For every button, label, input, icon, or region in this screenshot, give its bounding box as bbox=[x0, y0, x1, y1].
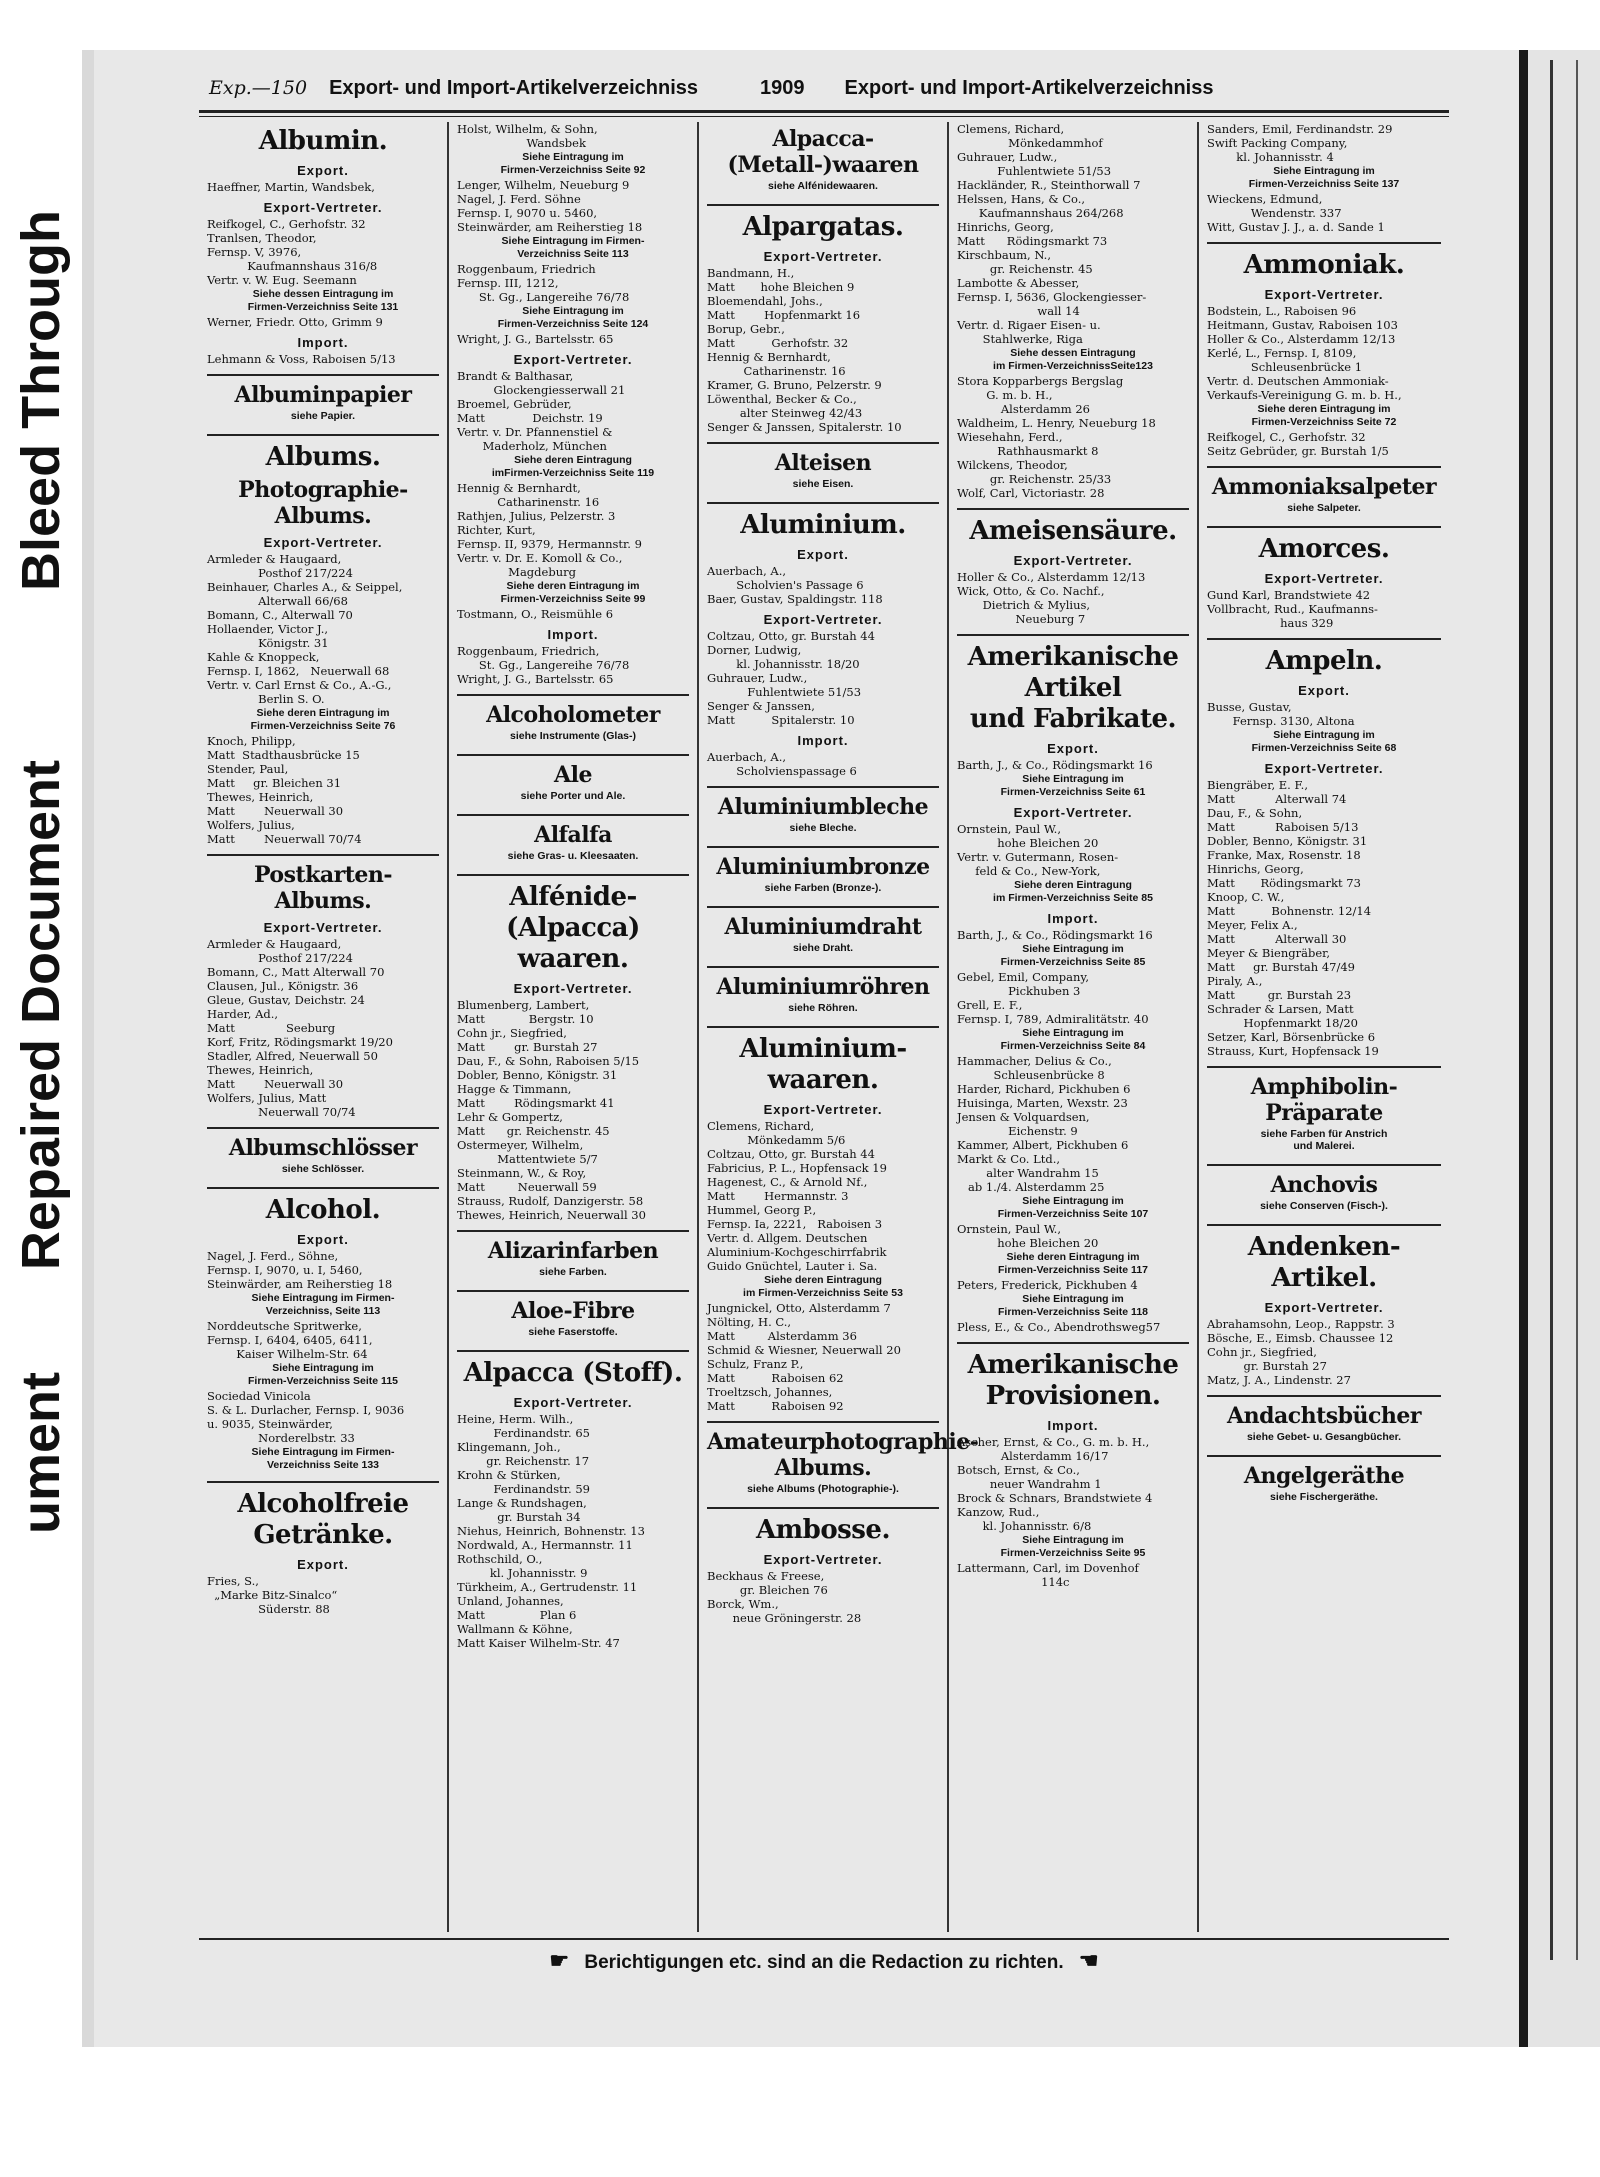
category-heading: Alpacca (Stoff). bbox=[463, 1358, 683, 1388]
cross-reference: siehe Fischergeräthe. bbox=[1270, 1491, 1378, 1503]
section-subheading: Export-Vertreter. bbox=[1264, 571, 1384, 586]
category-heading: Alteisen bbox=[774, 450, 872, 476]
firm-entries: Gebel, Emil, Company, Pickhuben 3 Grell, E. F., Fernsp. I, 789, Admiralitätstr. 40 bbox=[957, 970, 1149, 1026]
section-subheading: Export-Vertreter. bbox=[513, 1395, 633, 1410]
section-subheading: Export-Vertreter. bbox=[1013, 805, 1133, 820]
category-block bbox=[1207, 1403, 1441, 1457]
registry-note: Siehe dessen Eintragung im Firmen-VerzeichnissSeite123 bbox=[993, 347, 1153, 372]
pointing-hand-right-icon: ☚ bbox=[1078, 1948, 1099, 1973]
page-header bbox=[209, 70, 1409, 106]
firm-entries: Bodstein, L., Raboisen 96 Heitmann, Gustav, Raboisen 103 Holler & Co., Alsterdamm 12/13 Kerlé, L., Fernsp. I, 8109, Schleusenbrücke 1 Vertr. d. Deutschen Ammoniak- Verkaufs-Vereinigung G. m. b. H., bbox=[1207, 304, 1402, 402]
firm-entries: Lenger, Wilhelm, Neueburg 9 Nagel, J. Ferd. Söhne Fernsp. I, 9070 u. 5460, Steinwärder, am Reiherstieg 18 bbox=[457, 178, 643, 234]
sidebar-bleed-through-label: Bleed Through bbox=[11, 210, 71, 591]
category-heading: Aluminiumbronze bbox=[716, 854, 930, 880]
section-subheading: Export. bbox=[1298, 683, 1350, 698]
firm-entries: Gund Karl, Brandstwiete 42 Vollbracht, Rud., Kaufmanns- haus 329 bbox=[1207, 588, 1378, 630]
firm-entries: Wright, J. G., Bartelsstr. 65 bbox=[457, 332, 614, 346]
category-heading: Albumin. bbox=[258, 126, 388, 156]
firm-entries: Coltzau, Otto, gr. Burstah 44 Dorner, Ludwig, kl. Johannisstr. 18/20 Guhrauer, Ludw., Fuhlentwiete 51/53 Senger & Janssen, Matt Spitalerstr. 10 bbox=[707, 629, 875, 727]
category-block bbox=[707, 1515, 939, 1633]
category-heading: Alizarinfarben bbox=[487, 1238, 659, 1264]
category-heading: Andachtsbücher bbox=[1227, 1403, 1421, 1429]
category-block bbox=[207, 862, 439, 1129]
firm-entries: Hammacher, Delius & Co., Schleusenbrücke 8 Harder, Richard, Pickhuben 6 Huisinga, Marten, Wexstr. 23 Jensen & Volquardsen, Eichenstr. 9 Kammer, Albert, Pickhuben 6 Markt & Co. Ltd., alter Wandrahm 15 ab 1./4. Alsterdamm 25 bbox=[957, 1054, 1131, 1194]
column bbox=[449, 122, 699, 1932]
registry-note: Siehe deren Eintragung im Firmen-Verzeichniss Seite 85 bbox=[993, 879, 1153, 904]
registry-note: Siehe deren Eintragung im Firmen-Verzeichniss Seite 99 bbox=[500, 580, 646, 605]
category-heading: Albums. bbox=[265, 442, 381, 472]
registry-note: Siehe deren Eintragung imFirmen-Verzeichniss Seite 119 bbox=[491, 454, 655, 479]
section-subheading: Import. bbox=[1047, 1418, 1099, 1433]
section-subheading: Export-Vertreter. bbox=[263, 200, 383, 215]
header-title-left: Export- und Import-Artikelverzeichniss bbox=[329, 76, 699, 99]
firm-entries: Holler & Co., Alsterdamm 12/13 Wick, Otto, & Co. Nachf., Dietrich & Mylius, Neueburg 7 bbox=[957, 570, 1146, 626]
category-block bbox=[1207, 534, 1441, 640]
section-subheading: Export-Vertreter. bbox=[263, 535, 383, 550]
firm-entries: Ornstein, Paul W., hohe Bleichen 20 Vertr. v. Gutermann, Rosen- feld & Co., New-York, bbox=[957, 822, 1119, 878]
registry-note: Siehe deren Eintragung im Firmen-Verzeichniss Seite 53 bbox=[743, 1274, 903, 1299]
section-subheading: Export-Vertreter. bbox=[513, 352, 633, 367]
category-block bbox=[1207, 1074, 1441, 1166]
section-subheading: Export-Vertreter. bbox=[763, 1552, 883, 1567]
firm-entries: Abrahamsohn, Leop., Rappstr. 3 Bösche, E., Eimsb. Chaussee 12 Cohn jr., Siegfried, gr. Burstah 27 Matz, J. A., Lindenstr. 27 bbox=[1207, 1317, 1395, 1387]
category-heading: Aloe-Fibre bbox=[511, 1298, 635, 1324]
category-heading: Ammoniaksalpeter bbox=[1211, 474, 1437, 500]
registry-note: Siehe deren Eintragung im Firmen-Verzeichniss Seite 72 bbox=[1251, 403, 1397, 428]
firm-entries: Lehmann & Voss, Raboisen 5/13 bbox=[207, 352, 396, 366]
category-block bbox=[207, 1195, 439, 1483]
firm-entries: Barth, J., & Co., Rödingsmarkt 16 bbox=[957, 758, 1153, 772]
category-heading: Ampeln. bbox=[1265, 646, 1383, 676]
firm-entries: Stora Kopparbergs Bergslag G. m. b. H., Alsterdamm 26 Waldheim, L. Henry, Neueburg 18 Wiesehahn, Ferd., Rathhausmarkt 8 Wilckens, Theodor, gr. Reichenstr. 25/33 Wolf, Carl, Victoriastr. 28 bbox=[957, 374, 1156, 500]
category-block bbox=[457, 762, 689, 816]
section-subheading: Import. bbox=[297, 335, 349, 350]
category-block bbox=[707, 126, 939, 206]
category-block bbox=[707, 1034, 939, 1423]
registry-note: Siehe Eintragung im Firmen-Verzeichniss Seite 115 bbox=[248, 1362, 398, 1387]
cross-reference: siehe Salpeter. bbox=[1287, 502, 1361, 514]
sidebar-repaired-document-label: Repaired Document bbox=[11, 760, 71, 1271]
firm-entries: Auerbach, A., Scholvienspassage 6 bbox=[707, 750, 857, 778]
category-block bbox=[457, 1238, 689, 1292]
firm-entries: Brandt & Balthasar, Glockengiesserwall 21 Broemel, Gebrüder, Matt Deichstr. 19 Vertr. v. Dr. Pfannenstiel & Maderholz, München bbox=[457, 369, 626, 453]
page-number: Exp.—150 bbox=[209, 77, 308, 99]
firm-entries: Haeffner, Martin, Wandsbek, bbox=[207, 180, 375, 194]
column bbox=[949, 122, 1199, 1932]
firm-entries: Sanders, Emil, Ferdinandstr. 29 Swift Packing Company, kl. Johannisstr. 4 bbox=[1207, 122, 1393, 164]
category-block bbox=[707, 974, 939, 1028]
firm-entries: Hennig & Bernhardt, Catharinenstr. 16 Rathjen, Julius, Pelzerstr. 3 Richter, Kurt, Fernsp. II, 9379, Hermannstr. 9 Vertr. v. Dr. E. Komoll & Co., Magdeburg bbox=[457, 481, 642, 579]
category-heading: Albumschlösser bbox=[228, 1135, 418, 1161]
cross-reference: siehe Farben. bbox=[539, 1266, 607, 1278]
category-block bbox=[1207, 122, 1441, 244]
section-subheading: Export-Vertreter. bbox=[263, 920, 383, 935]
category-heading: Alcohol. bbox=[265, 1195, 381, 1225]
category-block bbox=[707, 450, 939, 504]
category-heading: Amerikanische Artikel und Fabrikate. bbox=[967, 642, 1179, 734]
registry-note: Siehe Eintragung im Firmen-Verzeichniss Seite 95 bbox=[1000, 1534, 1146, 1559]
category-heading: Albuminpapier bbox=[234, 382, 412, 408]
cross-reference: siehe Conserven (Fisch-). bbox=[1260, 1200, 1388, 1212]
registry-note: Siehe deren Eintragung im Firmen-Verzeichniss Seite 117 bbox=[998, 1251, 1148, 1276]
registry-note: Siehe Eintragung im Firmen- Verzeichniss, Seite 113 bbox=[251, 1292, 395, 1317]
category-heading: Aluminium- waaren. bbox=[739, 1034, 907, 1095]
registry-note: Siehe Eintragung im Firmen-Verzeichniss Seite 85 bbox=[1000, 943, 1146, 968]
category-heading: Alcoholfreie Getränke. bbox=[237, 1489, 409, 1550]
category-block bbox=[457, 1298, 689, 1352]
category-heading: Amphibolin-Präparate bbox=[1250, 1074, 1398, 1126]
registry-note: Siehe Eintragung im Firmen-Verzeichniss Seite 107 bbox=[997, 1195, 1149, 1220]
category-heading: Aluminiumbleche bbox=[717, 794, 929, 820]
sidebar-document-label: ument bbox=[11, 1372, 71, 1534]
cross-reference: siehe Instrumente (Glas-) bbox=[509, 730, 637, 742]
firm-entries: Reifkogel, C., Gerhofstr. 32 Seitz Gebrüder, gr. Burstah 1/5 bbox=[1207, 430, 1389, 458]
category-heading: Aluminiumdraht bbox=[724, 914, 922, 940]
firm-entries: Pless, E., & Co., Abendrothsweg57 bbox=[957, 1320, 1161, 1334]
cross-reference: siehe Röhren. bbox=[788, 1002, 858, 1014]
cross-reference: siehe Farben (Bronze-). bbox=[764, 882, 882, 894]
cross-reference: siehe Draht. bbox=[792, 942, 854, 954]
cross-reference: siehe Faserstoffe. bbox=[528, 1326, 618, 1338]
firm-entries: Norddeutsche Spritwerke, Fernsp. I, 6404, 6405, 6411, Kaiser Wilhelm-Str. 64 bbox=[207, 1319, 373, 1361]
firm-entries: Reifkogel, C., Gerhofstr. 32 Tranlsen, Theodor, Fernsp. V, 3976, Kaufmannshaus 316/8 Vertr. v. W. Eug. Seemann bbox=[207, 217, 378, 287]
section-subheading: Export. bbox=[297, 1232, 349, 1247]
page-edge-line bbox=[1576, 60, 1578, 1960]
category-block bbox=[207, 1489, 439, 1624]
category-heading: Alfénide- (Alpacca) waaren. bbox=[506, 882, 640, 974]
category-heading: Alcoholometer bbox=[486, 702, 660, 728]
category-block bbox=[707, 794, 939, 848]
registry-note: Siehe Eintragung im Firmen- Verzeichniss Seite 133 bbox=[251, 1446, 395, 1471]
cross-reference: siehe Alfénidewaaren. bbox=[768, 180, 878, 192]
columns-container bbox=[199, 122, 1449, 1932]
category-block bbox=[207, 126, 439, 376]
category-block bbox=[207, 382, 439, 436]
category-heading: Alpargatas. bbox=[742, 212, 904, 242]
cross-reference: siehe Gras- u. Kleesaaten. bbox=[507, 850, 639, 862]
page bbox=[82, 50, 1519, 2047]
category-heading: Ameisensäure. bbox=[969, 516, 1177, 546]
section-subheading: Export-Vertreter. bbox=[763, 1102, 883, 1117]
firm-entries: Jungnickel, Otto, Alsterdamm 7 Nölting, H. C., Matt Alsterdamm 36 Schmid & Wiesner, Neuerwall 20 Schulz, Franz P., Matt Raboisen 62 Troeltzsch, Johannes, Matt Raboisen 92 bbox=[707, 1301, 901, 1413]
registry-note: Siehe deren Eintragung im Firmen-Verzeichniss Seite 76 bbox=[250, 707, 396, 732]
firm-entries: Armleder & Haugaard, Posthof 217/224 Bomann, C., Matt Alterwall 70 Clausen, Jul., Königstr. 36 Gleue, Gustav, Deichstr. 24 Harder, Ad., Matt Seeburg Korf, Fritz, Rödingsmarkt 19/20 Stadler, Alfred, Neuerwall 50 Thewes, Heinrich, Matt Neuerwall 30 Wolfers, Julius, Matt Neuerwall 70/74 bbox=[207, 937, 393, 1119]
category-block bbox=[707, 212, 939, 444]
category-heading: Alpacca- (Metall-)waaren bbox=[727, 126, 919, 178]
category-heading: Aluminium. bbox=[740, 510, 906, 540]
cross-reference: siehe Papier. bbox=[290, 410, 356, 422]
category-subheading: Photographie-Albums. bbox=[238, 477, 408, 529]
firm-entries: Tostmann, O., Reismühle 6 bbox=[457, 607, 614, 621]
cross-reference: siehe Porter und Ale. bbox=[520, 790, 626, 802]
header-year: 1909 bbox=[760, 76, 805, 99]
category-block bbox=[957, 516, 1189, 636]
scanned-page-image bbox=[82, 50, 1600, 2047]
registry-note: Siehe Eintragung im Firmen-Verzeichniss Seite 137 bbox=[1248, 165, 1400, 190]
category-heading: Andenken-Artikel. bbox=[1247, 1232, 1401, 1293]
category-block bbox=[707, 1429, 979, 1509]
section-subheading: Export. bbox=[1047, 741, 1099, 756]
firm-entries: Holst, Wilhelm, & Sohn, Wandsbek bbox=[457, 122, 598, 150]
category-heading: Amateurphotographie- Albums. bbox=[707, 1429, 979, 1481]
category-heading: Angelgeräthe bbox=[1243, 1463, 1405, 1489]
firm-entries: Blumenberg, Lambert, Matt Bergstr. 10 Cohn jr., Siegfried, Matt gr. Burstah 27 Dau, F., & Sohn, Raboisen 5/15 Dobler, Benno, Königstr. 31 Hagge & Timmann, Matt Rödingsmarkt 41 Lehr & Gompertz, Matt gr. Reichenstr. 45 Ostermeyer, Wilhelm, Mattentwiete 5/7 Steinmann, W., & Roy, Matt Neuerwall 59 Strauss, Rudolf, Danzigerstr. 58 Thewes, Heinrich, Neuerwall 30 bbox=[457, 998, 646, 1222]
registry-note: Siehe Eintragung im Firmen-Verzeichniss Seite 61 bbox=[1000, 773, 1146, 798]
cross-reference: siehe Bleche. bbox=[789, 822, 857, 834]
page-paper bbox=[94, 50, 1519, 2047]
registry-note: Siehe Eintragung im Firmen-Verzeichniss Seite 118 bbox=[998, 1293, 1148, 1318]
cross-reference: siehe Eisen. bbox=[792, 478, 854, 490]
firm-entries: Auerbach, A., Scholvien's Passage 6 Baer, Gustav, Spaldingstr. 118 bbox=[707, 564, 883, 606]
category-block bbox=[457, 702, 689, 756]
section-subheading: Export-Vertreter. bbox=[763, 249, 883, 264]
cross-reference: siehe Farben für Anstrich und Malerei. bbox=[1260, 1128, 1388, 1152]
category-heading: Alfalfa bbox=[534, 822, 612, 848]
category-block bbox=[707, 510, 939, 788]
column bbox=[199, 122, 449, 1932]
firm-entries: Ornstein, Paul W., hohe Bleichen 20 bbox=[957, 1222, 1099, 1250]
firm-entries: Biengräber, E. F., Matt Alterwall 74 Dau, F., & Sohn, Matt Raboisen 5/13 Dobler, Benno, Königstr. 31 Franke, Max, Rosenstr. 18 Hinrichs, Georg, Matt Rödingsmarkt 73 Knoop, C. W., Matt Bohnenstr. 12/14 Meyer, Felix A., Matt Alterwall 30 Meyer & Biengräber, Matt gr. Burstah 47/49 Piraly, A., Matt gr. Burstah 23 Schrader & Larsen, Matt Hopfenmarkt 18/20 Setzer, Karl, Börsenbrücke 6 Strauss, Kurt, Hopfensack 19 bbox=[1207, 778, 1379, 1058]
registry-note: Siehe Eintragung im Firmen-Verzeichniss Seite 92 bbox=[500, 151, 646, 176]
category-heading: Ale bbox=[554, 762, 592, 788]
firm-entries: Barth, J., & Co., Rödingsmarkt 16 bbox=[957, 928, 1153, 942]
cross-reference: siehe Albums (Photographie-). bbox=[747, 1483, 899, 1495]
section-subheading: Export-Vertreter. bbox=[1264, 287, 1384, 302]
section-subheading: Export. bbox=[297, 1557, 349, 1572]
category-block bbox=[457, 122, 689, 696]
section-subheading: Import. bbox=[797, 733, 849, 748]
category-block bbox=[1207, 646, 1441, 1068]
header-rule-thick bbox=[199, 110, 1449, 113]
sidebar-label-strip bbox=[0, 0, 82, 2177]
registry-note: Siehe Eintragung im Firmen-Verzeichniss Seite 124 bbox=[497, 305, 649, 330]
cross-reference: siehe Gebet- u. Gesangbücher. bbox=[1246, 1431, 1402, 1443]
section-subheading: Export-Vertreter. bbox=[1264, 1300, 1384, 1315]
firm-entries: Heine, Herm. Wilh., Ferdinandstr. 65 Klingemann, Joh., gr. Reichenstr. 17 Krohn & Stürken, Ferdinandstr. 59 Lange & Rundshagen, gr. Burstah 34 Niehus, Heinrich, Bohnenstr. 13 Nordwald, A., Hermannstr. 11 Rothschild, O., kl. Johannisstr. 9 Türkheim, A., Gertrudenstr. 11 Unland, Johannes, Matt Plan 6 Wallmann & Köhne, Matt Kaiser Wilhelm-Str. 47 bbox=[457, 1412, 645, 1650]
category-heading: Aluminiumröhren bbox=[716, 974, 930, 1000]
category-block bbox=[707, 854, 939, 908]
category-block bbox=[457, 822, 689, 876]
firm-entries: Ascher, Ernst, & Co., G. m. b. H., Alsterdamm 16/17 Botsch, Ernst, & Co., neuer Wandrahm 1 Brock & Schnars, Brandstwiete 4 Kanzow, Rud., kl. Johannisstr. 6/8 bbox=[957, 1435, 1153, 1533]
firm-entries: Peters, Frederick, Pickhuben 4 bbox=[957, 1278, 1138, 1292]
section-subheading: Import. bbox=[1047, 911, 1099, 926]
cross-reference: siehe Schlösser. bbox=[281, 1163, 365, 1175]
section-subheading: Export-Vertreter. bbox=[1013, 553, 1133, 568]
column bbox=[699, 122, 979, 1932]
category-heading: Amorces. bbox=[1258, 534, 1390, 564]
category-heading: Postkarten-Albums. bbox=[253, 862, 393, 914]
section-subheading: Export. bbox=[797, 547, 849, 562]
category-heading: Amerikanische Provisionen. bbox=[967, 1350, 1179, 1411]
firm-entries: Lattermann, Carl, im Dovenhof 114c bbox=[957, 1561, 1139, 1589]
firm-entries: Nagel, J. Ferd., Söhne, Fernsp. I, 9070, u. I, 5460, Steinwärder, am Reiherstieg 18 bbox=[207, 1249, 393, 1291]
firm-entries: Fries, S., „Marke Bitz-Sinalco“ Süderstr. 88 bbox=[207, 1574, 338, 1616]
firm-entries: Clemens, Richard, Mönkedammhof Guhrauer, Ludw., Fuhlentwiete 51/53 Hackländer, R., Steinthorwall 7 Helssen, Hans, & Co., Kaufmannshaus 264/268 Hinrichs, Georg, Matt Rödingsmarkt 73 Kirschbaum, N., gr. Reichenstr. 45 Lambotte & Abesser, Fernsp. I, 5636, Glockengiesser- wall 14 Vertr. d. Rigaer Eisen- u. Stahlwerke, Riga bbox=[957, 122, 1147, 346]
firm-entries: Roggenbaum, Friedrich Fernsp. III, 1212, St. Gg., Langereihe 76/78 bbox=[457, 262, 630, 304]
category-block bbox=[457, 882, 689, 1232]
category-block bbox=[1207, 474, 1441, 528]
category-heading: Ammoniak. bbox=[1243, 250, 1405, 280]
header-title-right: Export- und Import-Artikelverzeichniss bbox=[844, 76, 1214, 99]
firm-entries: Knoch, Philipp, Matt Stadthausbrücke 15 Stender, Paul, Matt gr. Bleichen 31 Thewes, Heinrich, Matt Neuerwall 30 Wolfers, Julius, Matt Neuerwall 70/74 bbox=[207, 734, 362, 846]
registry-note: Siehe Eintragung im Firmen-Verzeichniss Seite 68 bbox=[1251, 729, 1397, 754]
firm-entries: Wieckens, Edmund, Wendenstr. 337 Witt, Gustav J. J., a. d. Sande 1 bbox=[1207, 192, 1385, 234]
category-block bbox=[1207, 250, 1441, 468]
category-block bbox=[957, 122, 1189, 510]
registry-note: Siehe Eintragung im Firmen- Verzeichniss Seite 113 bbox=[501, 235, 645, 260]
firm-entries: Roggenbaum, Friedrich, St. Gg., Langereihe 76/78 Wright, J. G., Bartelsstr. 65 bbox=[457, 644, 630, 686]
firm-entries: Werner, Friedr. Otto, Grimm 9 bbox=[207, 315, 383, 329]
footer-note bbox=[199, 1948, 1449, 1974]
firm-entries: Sociedad Vinicola S. & L. Durlacher, Fernsp. I, 9036 u. 9035, Steinwärder, Norderelbstr. 33 bbox=[207, 1389, 405, 1445]
firm-entries: Beckhaus & Freese, gr. Bleichen 76 Borck, Wm., neue Gröningerstr. 28 bbox=[707, 1569, 862, 1625]
category-heading: Anchovis bbox=[1270, 1172, 1378, 1198]
category-block bbox=[1207, 1232, 1441, 1397]
category-block bbox=[457, 1358, 689, 1658]
firm-entries: Armleder & Haugaard, Posthof 217/224 Beinhauer, Charles A., & Seippel, Alterwall 66/68 Bomann, C., Alterwall 70 Hollaender, Victor J., Königstr. 31 Kahle & Knoppeck, Fernsp. I, 1862, Neuerwall 68 Vertr. v. Carl Ernst & Co., A.-G., Berlin S. O. bbox=[207, 552, 403, 706]
section-subheading: Export. bbox=[297, 163, 349, 178]
category-block bbox=[207, 1135, 439, 1189]
footer-rule bbox=[199, 1938, 1449, 1940]
category-block bbox=[1207, 1463, 1441, 1515]
category-block bbox=[957, 1350, 1189, 1597]
firm-entries: Bandmann, H., Matt hohe Bleichen 9 Bloemendahl, Johs., Matt Hopfenmarkt 16 Borup, Gebr., Matt Gerhofstr. 32 Hennig & Bernhardt, Catharinenstr. 16 Kramer, G. Bruno, Pelzerstr. 9 Löwenthal, Becker & Co., alter Steinweg 42/43 Senger & Janssen, Spitalerstr. 10 bbox=[707, 266, 902, 434]
section-subheading: Export-Vertreter. bbox=[1264, 761, 1384, 776]
column bbox=[1199, 122, 1449, 1932]
registry-note: Siehe Eintragung im Firmen-Verzeichniss Seite 84 bbox=[1000, 1027, 1146, 1052]
adjacent-page-edge bbox=[1528, 50, 1600, 2047]
pointing-hand-left-icon: ☛ bbox=[549, 1948, 570, 1973]
category-block bbox=[957, 642, 1189, 1344]
section-subheading: Export-Vertreter. bbox=[513, 981, 633, 996]
firm-entries: Busse, Gustav, Fernsp. 3130, Altona bbox=[1207, 700, 1355, 728]
firm-entries: Clemens, Richard, Mönkedamm 5/6 Coltzau, Otto, gr. Burstah 44 Fabricius, P. L., Hopfensack 19 Hagenest, C., & Arnold Nf., Matt Hermannstr. 3 Hummel, Georg P., Fernsp. Ia, 2221, Raboisen 3 Vertr. d. Allgem. Deutschen Aluminium-Kochgeschirrfabrik Guido Gnüchtel, Lauter i. Sa. bbox=[707, 1119, 887, 1273]
category-block bbox=[707, 914, 939, 968]
section-subheading: Export-Vertreter. bbox=[763, 612, 883, 627]
registry-note: Siehe dessen Eintragung im Firmen-Verzeichniss Seite 131 bbox=[247, 288, 399, 313]
footer-text: Berichtigungen etc. sind an die Redaction zu richten. bbox=[584, 1952, 1064, 1973]
section-subheading: Import. bbox=[547, 627, 599, 642]
category-heading: Ambosse. bbox=[755, 1515, 891, 1545]
category-block bbox=[207, 442, 439, 856]
page-edge-line bbox=[1550, 60, 1553, 1960]
category-block bbox=[1207, 1172, 1441, 1226]
header-rule-thin bbox=[199, 116, 1449, 117]
